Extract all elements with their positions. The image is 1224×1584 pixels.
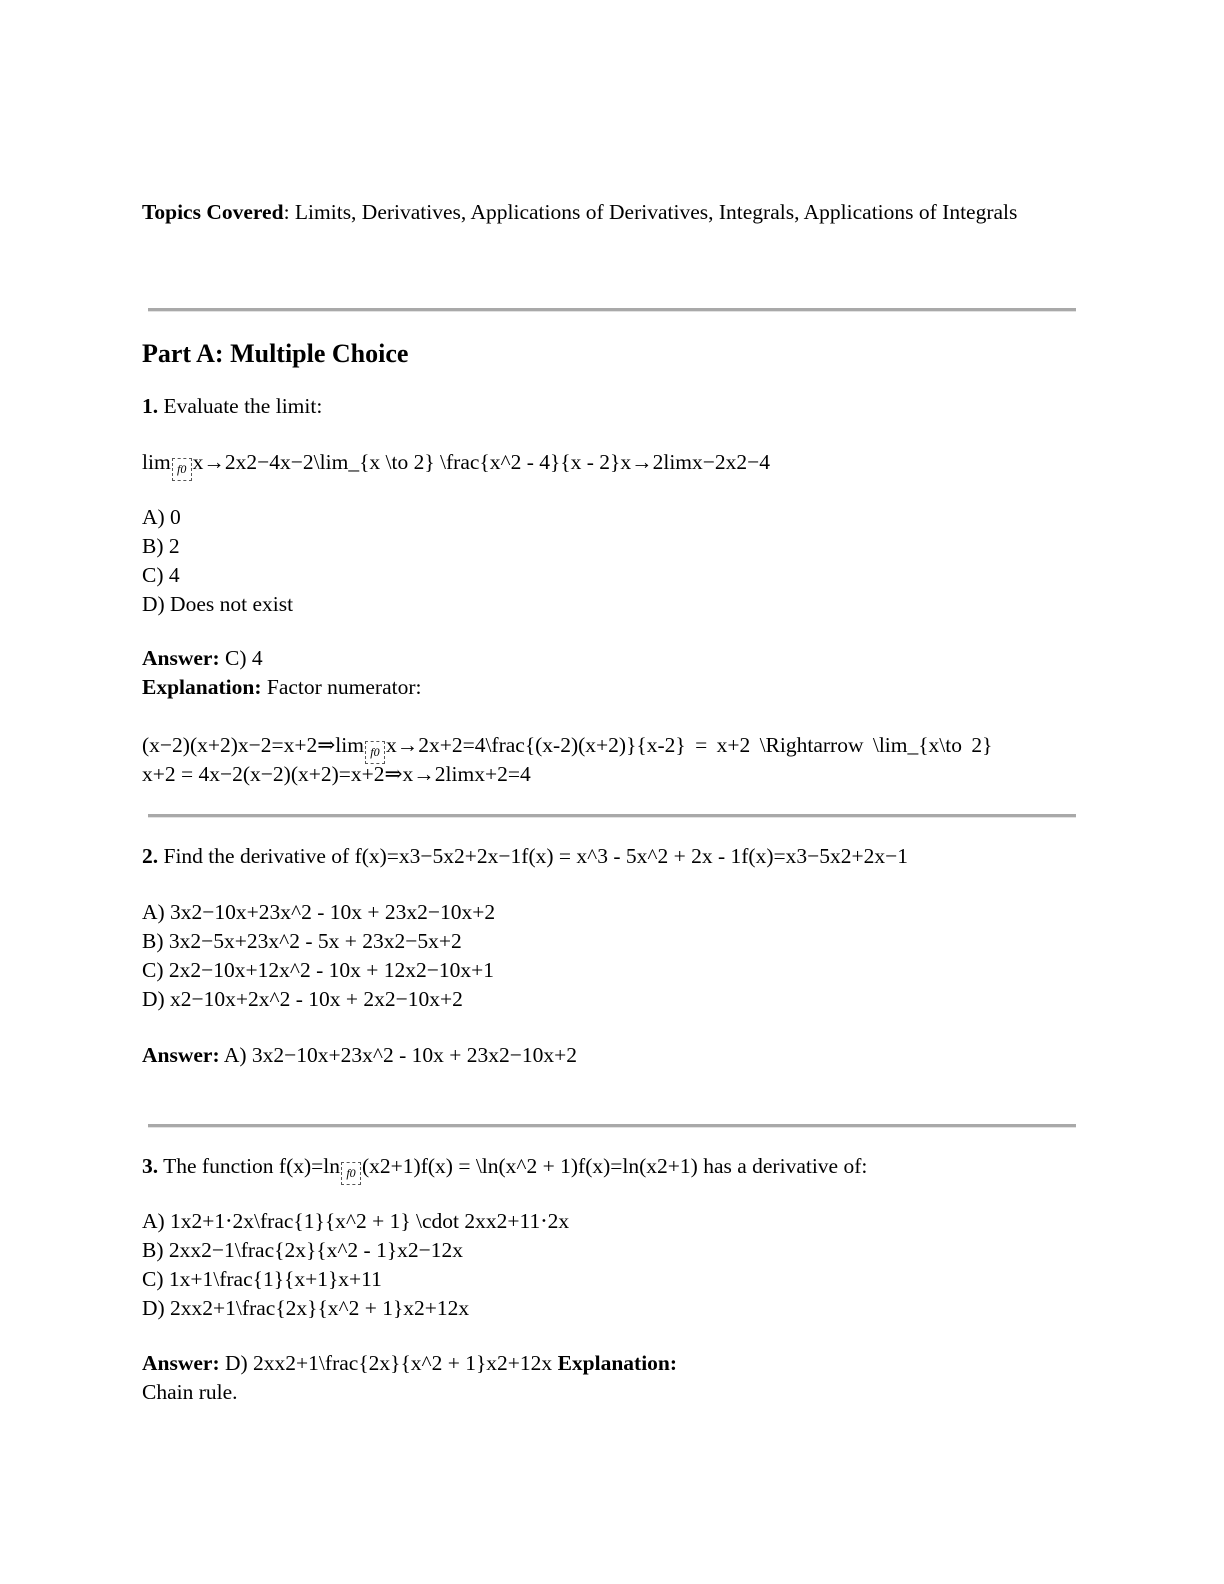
answer-text: D) 2xx2+1\frac{2x}{x^2 + 1}x2+12x — [219, 1351, 558, 1375]
q1-expr-post: x→2x2−4x−2\lim_{x \to 2} \frac{x^2 - 4}{x - 2}x→2limx−2x2−4 — [192, 450, 771, 474]
missing-glyph-icon: f0 — [365, 741, 385, 764]
topics-covered — [142, 198, 1072, 227]
answer-label: Answer: — [142, 1351, 220, 1375]
q3-explanation: Chain rule. — [142, 1380, 238, 1404]
q3-option: C) 1x+1\frac{1}{x+1}x+11 — [142, 1267, 382, 1291]
topics-label: Topics Covered — [142, 200, 284, 224]
explanation-label: Explanation: — [557, 1351, 678, 1375]
q3-option: D) 2xx2+1\frac{2x}{x^2 + 1}x2+12x — [142, 1296, 470, 1320]
q1-work-pre: (x−2)(x+2)x−2=x+2⇒lim — [142, 733, 364, 757]
q2-option: D) x2−10x+2x^2 - 10x + 2x2−10x+2 — [142, 987, 463, 1011]
q1-option: B) 2 — [142, 534, 180, 558]
q1-expression — [142, 448, 1072, 481]
q3-prompt — [142, 1152, 1072, 1185]
q1-option: D) Does not exist — [142, 592, 294, 616]
q1-number: 1. — [142, 394, 159, 418]
q3-prompt-pre: The function f(x)=ln — [158, 1154, 341, 1178]
q1-answer — [142, 644, 1072, 673]
answer-text: C) 4 — [219, 646, 263, 670]
q2-prompt — [142, 842, 1072, 871]
q2-number: 2. — [142, 844, 159, 868]
q3-option: B) 2xx2−1\frac{2x}{x^2 - 1}x2−12x — [142, 1238, 464, 1262]
q1-prompt-text: Evaluate the limit: — [158, 394, 323, 418]
q3-number: 3. — [142, 1154, 159, 1178]
q3-prompt-post: (x2+1)f(x) = \ln(x^2 + 1)f(x)=ln(x2+1) has a derivative of: — [362, 1154, 868, 1178]
q1-work-post: x→2x+2=4\frac{(x-2)(x+2)}{x-2} = x+2 \Rightarrow \lim_{x\to 2} — [385, 733, 993, 757]
answer-label: Answer: — [142, 1043, 220, 1067]
missing-glyph-icon: f0 — [341, 1162, 361, 1185]
q2-prompt-text: Find the derivative of f(x)=x3−5x2+2x−1f(x) = x^3 - 5x^2 + 2x - 1f(x)=x3−5x2+2x−1 — [158, 844, 909, 868]
explanation-label: Explanation: — [142, 675, 262, 699]
q2-option: C) 2x2−10x+12x^2 - 10x + 12x2−10x+1 — [142, 958, 494, 982]
q2-option: B) 3x2−5x+23x^2 - 5x + 23x2−5x+2 — [142, 929, 462, 953]
q2-answer — [142, 1041, 1072, 1070]
explanation-text: Factor numerator: — [261, 675, 422, 699]
part-a-title: Part A: Multiple Choice — [142, 339, 409, 368]
q1-expr-pre: lim — [142, 450, 171, 474]
q1-option: A) 0 — [142, 505, 181, 529]
divider — [148, 1124, 1076, 1128]
answer-text: A) 3x2−10x+23x^2 - 10x + 23x2−10x+2 — [219, 1043, 577, 1067]
q3-option: A) 1x2+1⋅2x\frac{1}{x^2 + 1} \cdot 2xx2+11⋅2x — [142, 1209, 570, 1233]
divider — [148, 308, 1076, 312]
q3-answer — [142, 1349, 1072, 1378]
q1-work-line-2: x+2 = 4x−2(x−2)(x+2)=x+2⇒x→2limx+2=4 — [142, 762, 531, 786]
missing-glyph-icon: f0 — [172, 458, 192, 481]
topics-text: : Limits, Derivatives, Applications of Derivatives, Integrals, Applications of Integrals — [283, 200, 1018, 224]
q1-explanation — [142, 673, 1072, 702]
q2-option: A) 3x2−10x+23x^2 - 10x + 23x2−10x+2 — [142, 900, 496, 924]
answer-label: Answer: — [142, 646, 220, 670]
q1-option: C) 4 — [142, 563, 180, 587]
divider — [148, 814, 1076, 818]
q1-prompt — [142, 392, 1072, 421]
